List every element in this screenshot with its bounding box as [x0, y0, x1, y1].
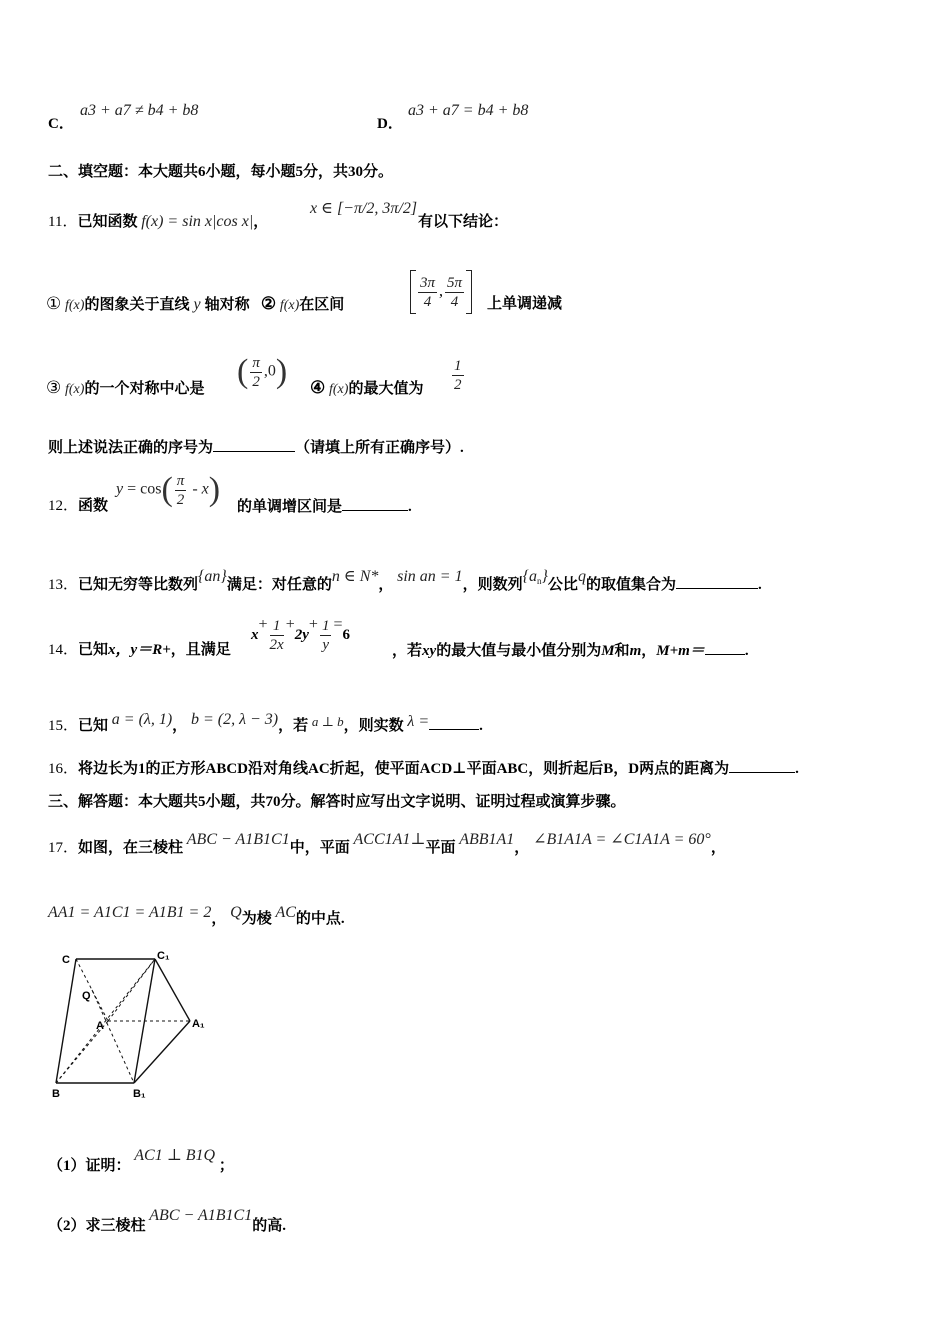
edge-c-b	[56, 959, 76, 1083]
label-B1: B₁	[133, 1088, 146, 1100]
q14-sum: M+m＝	[656, 643, 705, 659]
c2-mark: ②	[260, 294, 277, 313]
c4: ④ f(x)的最大值为	[310, 378, 424, 397]
q11-domain-expr: x ∈ [−π/2, 3π/2]	[310, 200, 418, 217]
c4-text: 的最大值为	[348, 381, 424, 397]
q15-vb: b = (2, λ − 3)	[190, 711, 279, 728]
q17-lengths: AA1 = A1C1 = A1B1 = 2	[48, 904, 212, 921]
q13-seq: {an}	[198, 568, 227, 585]
q11-stem	[48, 212, 268, 232]
q17-AC: AC	[275, 904, 296, 921]
q15-lam: λ =	[407, 713, 430, 730]
q14-number: 14．	[48, 642, 79, 658]
q14-m: m	[629, 643, 642, 659]
q14-text-a: 已知	[78, 642, 109, 658]
q11-func: f(x) = sin x|cos x|	[141, 213, 254, 230]
q14-M: M	[601, 643, 615, 659]
q17-part2	[48, 1206, 286, 1236]
q14-he: 和	[614, 643, 630, 659]
q17-number: 17．	[48, 840, 79, 856]
option-d-expr: a3 + a7 = b4 + b8	[408, 102, 529, 119]
q11-answer-text-b: （请填上所有正确序号）.	[295, 440, 464, 456]
c1-text-a: 的图象关于直线	[84, 297, 190, 313]
q17-comma3: ，	[211, 911, 227, 927]
q13-cond: n ∈ N*	[331, 568, 379, 585]
q15-text-a: 已知	[78, 718, 109, 734]
q14-text-c: ，若	[392, 643, 423, 659]
q12-number: 12．	[48, 498, 79, 514]
q17-comma2: ，	[710, 840, 726, 856]
q11-answer-line	[48, 437, 464, 458]
c3-point: ( $\frac{\pi}{2}$ ,0)	[237, 353, 288, 390]
q17-part2-end: 的高.	[252, 1218, 286, 1234]
q17-angles: ∠B1A1A = ∠C1A1A = 60°	[533, 831, 711, 848]
q17-part1-expr: AC1 ⊥ B1Q	[134, 1147, 216, 1164]
q13-end: .	[757, 577, 762, 593]
q14-xy: xy	[422, 643, 437, 659]
q13-answer-blank[interactable]	[676, 574, 758, 589]
q16-end: .	[795, 761, 799, 777]
q16-answer-blank[interactable]	[729, 758, 795, 773]
prism-figure	[40, 945, 220, 1105]
q15-va: a = (λ, 1)	[111, 711, 173, 728]
q14-answer-blank[interactable]	[705, 640, 745, 655]
option-c	[48, 114, 74, 134]
q11-answer-text-a: 则上述说法正确的序号为	[48, 440, 214, 456]
q13-text-d: 公比	[547, 577, 578, 593]
q11-text-a: 已知函数	[77, 214, 138, 230]
q12-stem	[48, 496, 108, 516]
q17-part1-label: （1）证明：	[48, 1158, 131, 1174]
label-C1: C₁	[157, 950, 170, 962]
q13-q: q	[577, 568, 586, 585]
q14-tail	[392, 640, 749, 661]
q11-conclusions-row1: ① f(x)的图象关于直线 y 轴对称 ② f(x)在区间	[46, 294, 345, 313]
q13-text-e: 的取值集合为	[585, 577, 676, 593]
q12-text-a: 函数	[78, 498, 109, 514]
q14-text-d: 的最大值与最小值分别为	[436, 643, 602, 659]
q12-end: .	[408, 499, 412, 515]
q15-answer-blank[interactable]	[429, 715, 479, 730]
option-d	[377, 114, 403, 134]
edge-q-b1	[92, 990, 134, 1083]
option-d-label: D．	[377, 116, 403, 132]
q15-comma: ，	[172, 718, 188, 734]
q11-conclusions-row2: ③ f(x)的一个对称中心是	[46, 378, 205, 397]
q16-text: 将边长为1的正方形ABCD沿对角线AC折起，使平面ACD⊥平面ABC，则折起后B，D两点的距离为	[78, 761, 730, 777]
q12-text-b: 的单调增区间是	[237, 499, 343, 515]
q11-number: 11．	[48, 214, 78, 230]
q17-plane1: ACC1A1	[353, 831, 411, 848]
label-C: C	[62, 954, 70, 966]
q17-plane2: ABB1A1	[459, 831, 515, 848]
q13-eq: sin an = 1	[397, 568, 463, 585]
q12-answer-blank[interactable]	[342, 496, 408, 511]
q17-perp: ⊥	[410, 831, 426, 848]
q17-part1-end: ；	[218, 1158, 234, 1174]
q17-text-e: 的中点.	[295, 911, 345, 927]
q17-part2-label: （2）求三棱柱	[48, 1218, 146, 1234]
label-B: B	[52, 1088, 60, 1100]
q14-expr: x+ $\frac{1}{2x}$ +2y+ $\frac{1}{y}$ =6	[251, 616, 350, 654]
q14-text-b: ，且满足	[170, 642, 231, 658]
q16-stem	[48, 758, 799, 779]
q14-stem	[48, 640, 231, 660]
q15-end: .	[479, 718, 483, 734]
option-c-label: C．	[48, 116, 74, 132]
c2-interval: $\frac{3\pi}{4}$ , $\frac{5\pi}{4}$	[410, 270, 472, 314]
q15-stem	[48, 710, 483, 736]
q17-comma: ，	[514, 840, 530, 856]
q13-text-a: 已知无穷等比数列	[78, 577, 199, 593]
q16-number: 16．	[48, 761, 79, 777]
q17-Q: Q	[230, 904, 242, 921]
q14-end: .	[744, 643, 749, 659]
q13-number: 13．	[48, 577, 79, 593]
c1-mark: ①	[46, 294, 62, 313]
q17-text-d: 为棱	[241, 911, 272, 927]
label-Q: Q	[82, 990, 91, 1002]
q11-sep: ，	[253, 214, 269, 230]
q14-vars: x，y＝R+	[108, 642, 171, 658]
q17-stem-2	[48, 903, 345, 929]
q11-answer-blank[interactable]	[213, 437, 295, 452]
c2-text-b: 上单调递减	[487, 296, 563, 312]
q17-text-b: 中，平面	[289, 840, 350, 856]
q17-prism: ABC − A1B1C1	[186, 831, 290, 848]
q14-text-e: ，	[641, 643, 657, 659]
q12-tail	[237, 496, 412, 517]
c4-mark: ④	[310, 378, 326, 397]
edge-a-c1	[108, 959, 155, 1021]
q11-text-b: 有以下结论：	[418, 214, 509, 230]
q15-number: 15．	[48, 718, 79, 734]
q15-text-c: ，则实数	[343, 718, 404, 734]
q17-text-c: 平面	[425, 840, 456, 856]
q12-expr: y = cos( $\frac{\pi}{2}$ - x)	[116, 471, 221, 508]
c1-text-b: 轴对称	[204, 297, 250, 313]
q13-text-c: ，则数列	[462, 577, 523, 593]
section-3-heading: 三、解答题：本大题共5小题，共70分。解答时应写出文字说明、证明过程或演算步骤。	[48, 794, 626, 810]
q15-text-b: ，若	[278, 718, 309, 734]
c2-text-a: 在区间	[299, 297, 345, 313]
label-A: A	[96, 1020, 104, 1032]
q13-text-b: 满足：对任意的	[226, 577, 332, 593]
q13-comma: ，	[378, 577, 394, 593]
q17-part2-expr: ABC − A1B1C1	[149, 1207, 253, 1224]
label-A1: A₁	[192, 1018, 205, 1030]
c4-value: $\frac{1}{2}$	[454, 358, 462, 393]
q17-text-a: 如图，在三棱柱	[78, 840, 184, 856]
q17-part1	[48, 1146, 234, 1176]
edge-c1-a1	[155, 959, 190, 1021]
q17-stem	[48, 830, 726, 858]
section-2-heading: 二、填空题：本大题共6小题，每小题5分，共30分。	[48, 164, 394, 180]
option-c-expr: a3 + a7 ≠ b4 + b8	[80, 102, 199, 119]
q15-perp: a ⊥ b	[311, 714, 344, 729]
c3-text: 的一个对称中心是	[84, 381, 205, 397]
q13-stem: 13．已知无穷等比数列{an}满足：对任意的n ∈ N*， sin an = 1，则数列$\{a_n\}$公比q的取值集合为 .	[48, 568, 762, 593]
q11-domain	[310, 198, 417, 218]
c3-mark: ③	[46, 378, 62, 397]
